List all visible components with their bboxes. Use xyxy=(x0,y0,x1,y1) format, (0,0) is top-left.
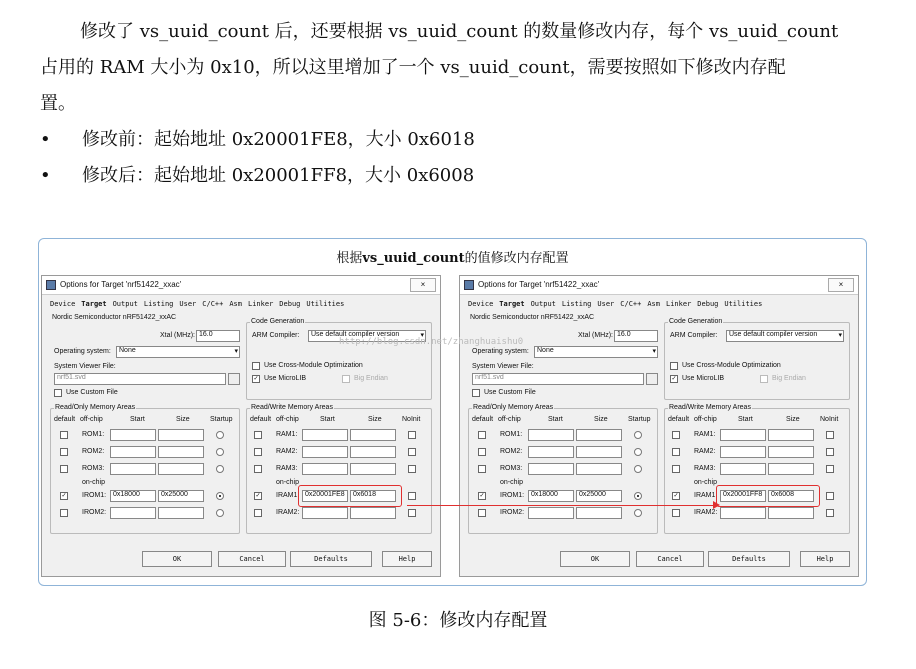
close-button[interactable]: × xyxy=(410,278,436,292)
app-icon xyxy=(464,280,474,290)
iram-label: IRAM1: xyxy=(694,492,718,499)
ram-default-checkbox[interactable] xyxy=(254,431,262,439)
rom-default-checkbox[interactable] xyxy=(478,448,486,456)
readonly-memory-title: Read/Only Memory Areas xyxy=(473,404,554,411)
chevron-down-icon: ▾ xyxy=(420,332,424,339)
iram-noinit-checkbox[interactable] xyxy=(408,509,416,517)
col-size: Size xyxy=(176,416,190,423)
irom-start-input[interactable]: 0x18000 xyxy=(528,490,574,502)
iram1-highlight xyxy=(716,485,820,507)
rom-size-input[interactable] xyxy=(158,429,204,441)
svf-input[interactable]: nrf51.svd xyxy=(472,373,644,385)
irom-startup-radio[interactable] xyxy=(216,509,224,517)
ram-label: RAM3: xyxy=(276,465,298,472)
rom-start-input[interactable] xyxy=(528,446,574,458)
svf-label: System Viewer File: xyxy=(54,363,116,370)
col-start: Start xyxy=(320,416,335,423)
rom-label: ROM1: xyxy=(500,431,523,438)
iram-start-input[interactable] xyxy=(302,507,348,519)
iram-label: IRAM2: xyxy=(694,509,718,516)
microlib-checkbox[interactable]: ✓ xyxy=(671,376,677,382)
microlib-label: Use MicroLIB xyxy=(264,375,307,382)
tab-device[interactable]: Device xyxy=(468,300,494,308)
tab-device[interactable]: Device xyxy=(50,300,76,308)
ram-size-input[interactable] xyxy=(768,463,814,475)
col-default: default xyxy=(668,416,690,423)
ok-button[interactable]: OK xyxy=(560,551,630,567)
ram-default-checkbox[interactable] xyxy=(672,465,680,473)
col-noinit: NoInit xyxy=(820,416,839,423)
ram-noinit-checkbox[interactable] xyxy=(408,465,416,473)
iram-size-input[interactable]: 0x6008 xyxy=(768,490,814,502)
ram-start-input[interactable] xyxy=(720,429,766,441)
ram-default-checkbox[interactable] xyxy=(254,465,262,473)
iram-start-input[interactable]: 0x20001FE8 xyxy=(302,490,348,502)
col-start: Start xyxy=(738,416,753,423)
custom-file-checkbox[interactable] xyxy=(54,389,62,397)
col-size: Size xyxy=(594,416,608,423)
bullet-after xyxy=(40,158,474,194)
bullet-text: 修改前：起始地址 0x20001FE8，大小 0x6018 xyxy=(82,129,475,150)
rom-start-input[interactable] xyxy=(528,429,574,441)
iram-default-checkbox[interactable] xyxy=(254,509,262,517)
figure-title: 根据vs_uuid_count的值修改内存配置 xyxy=(336,251,569,266)
onchip-label: on-chip xyxy=(500,479,523,486)
col-size: Size xyxy=(368,416,382,423)
onchip-label: on-chip xyxy=(694,479,717,486)
iram-size-input[interactable] xyxy=(350,507,396,519)
ram-label: RAM2: xyxy=(694,448,716,455)
rom-startup-radio[interactable] xyxy=(216,448,224,456)
ram-size-input[interactable] xyxy=(768,446,814,458)
iram-noinit-checkbox[interactable] xyxy=(826,509,834,517)
iram-label: IRAM2: xyxy=(276,509,300,516)
readwrite-memory-title: Read/Write Memory Areas xyxy=(669,404,751,411)
cancel-button[interactable]: Cancel xyxy=(218,551,286,567)
col-start: Start xyxy=(130,416,145,423)
rom-default-checkbox[interactable] xyxy=(478,465,486,473)
tab-listing[interactable]: Listing xyxy=(143,300,174,308)
iram-default-checkbox[interactable] xyxy=(672,509,680,517)
col-start: Start xyxy=(548,416,563,423)
irom-size-input[interactable]: 0x25000 xyxy=(158,490,204,502)
help-button[interactable]: Help xyxy=(382,551,432,567)
svf-label: System Viewer File: xyxy=(472,363,534,370)
microlib-label: Use MicroLIB xyxy=(682,375,725,382)
iram-start-input[interactable] xyxy=(720,507,766,519)
irom-label: IROM1: xyxy=(500,492,525,499)
rom-size-input[interactable] xyxy=(576,463,622,475)
tab-target[interactable]: Target xyxy=(499,300,525,308)
device-name: Nordic Semiconductor nRF51422_xxAC xyxy=(470,314,595,321)
rom-label: ROM1: xyxy=(82,431,105,438)
rom-startup-radio[interactable] xyxy=(634,465,642,473)
os-label: Operating system: xyxy=(54,348,111,355)
irom-label: IROM2: xyxy=(82,509,107,516)
ram-start-input[interactable] xyxy=(720,446,766,458)
irom-default-checkbox[interactable] xyxy=(60,509,68,517)
col-offchip: off-chip xyxy=(694,416,717,423)
custom-file-label: Use Custom File xyxy=(484,389,536,396)
irom-default-checkbox[interactable] xyxy=(478,509,486,517)
microlib-checkbox[interactable]: ✓ xyxy=(253,376,259,382)
rom-startup-radio[interactable] xyxy=(216,465,224,473)
bullet-marker: • xyxy=(40,129,51,150)
ram-size-input[interactable] xyxy=(768,429,814,441)
iram-size-input[interactable] xyxy=(768,507,814,519)
ram-default-checkbox[interactable] xyxy=(672,431,680,439)
ram-start-input[interactable] xyxy=(302,429,348,441)
rom-startup-radio[interactable] xyxy=(634,431,642,439)
ram-default-checkbox[interactable] xyxy=(672,448,680,456)
iram-noinit-checkbox[interactable] xyxy=(408,492,416,500)
paragraph-line-2: 占用的 RAM 大小为 0x10，所以这里增加了一个 vs_uuid_count，需要按照如下修改内存配 xyxy=(40,57,786,78)
big-endian-checkbox[interactable] xyxy=(760,375,768,383)
onchip-label: on-chip xyxy=(82,479,105,486)
rom-default-checkbox[interactable] xyxy=(60,431,68,439)
irom-size-input[interactable]: 0x25000 xyxy=(576,490,622,502)
irom-startup-radio[interactable] xyxy=(634,492,642,500)
irom-default-checkbox[interactable]: ✓ xyxy=(61,493,67,499)
os-label: Operating system: xyxy=(472,348,529,355)
rom-default-checkbox[interactable] xyxy=(60,465,68,473)
cross-module-label: Use Cross-Module Optimization xyxy=(682,362,781,369)
os-select[interactable]: None ▾ xyxy=(116,346,240,358)
tab-debug[interactable]: Debug xyxy=(697,300,719,308)
tab-asm[interactable]: Asm xyxy=(229,300,242,308)
ram-start-input[interactable] xyxy=(302,463,348,475)
bullet-text: 修改后：起始地址 0x20001FF8，大小 0x6008 xyxy=(82,165,475,186)
rom-startup-radio[interactable] xyxy=(634,448,642,456)
compiler-select[interactable]: Use default compiler version ▾ xyxy=(726,330,844,342)
tab-user[interactable]: User xyxy=(179,300,197,308)
ram-size-input[interactable] xyxy=(350,463,396,475)
col-default: default xyxy=(54,416,76,423)
rom-label: ROM2: xyxy=(82,448,105,455)
col-startup: Startup xyxy=(628,416,651,423)
ram-default-checkbox[interactable] xyxy=(254,448,262,456)
xtal-input[interactable]: 16.0 xyxy=(614,330,658,342)
ram-start-input[interactable] xyxy=(302,446,348,458)
col-offchip: off-chip xyxy=(498,416,521,423)
browse-button[interactable] xyxy=(228,373,240,385)
cancel-button[interactable]: Cancel xyxy=(636,551,704,567)
compiler-label: ARM Compiler: xyxy=(670,332,718,339)
tab-cc[interactable]: C/C++ xyxy=(620,300,642,308)
irom-startup-radio[interactable] xyxy=(634,509,642,517)
rom-start-input[interactable] xyxy=(528,463,574,475)
iram-noinit-checkbox[interactable] xyxy=(826,492,834,500)
help-button[interactable]: Help xyxy=(800,551,850,567)
onchip-label: on-chip xyxy=(276,479,299,486)
rom-start-input[interactable] xyxy=(110,463,156,475)
paragraph-line-1: 修改了 vs_uuid_count 后，还要根据 vs_uuid_count 的数量修改内存，每个 vs_uuid_count xyxy=(80,21,839,42)
dialog-titlebar xyxy=(460,276,858,295)
options-dialog xyxy=(459,275,859,577)
custom-file-label: Use Custom File xyxy=(66,389,118,396)
app-icon xyxy=(46,280,56,290)
readwrite-memory-title: Read/Write Memory Areas xyxy=(251,404,333,411)
xtal-label: Xtal (MHz): xyxy=(578,332,613,339)
dialog-title: Options for Target 'nrf51422_xxac' xyxy=(60,280,182,289)
irom-label: IROM2: xyxy=(500,509,525,516)
rom-label: ROM2: xyxy=(500,448,523,455)
rom-start-input[interactable] xyxy=(110,429,156,441)
col-default: default xyxy=(472,416,494,423)
defaults-button[interactable]: Defaults xyxy=(708,551,790,567)
tab-output[interactable]: Output xyxy=(530,300,556,308)
chevron-down-icon: ▾ xyxy=(838,332,842,339)
ram-start-input[interactable] xyxy=(720,463,766,475)
col-offchip: off-chip xyxy=(80,416,103,423)
intro-paragraph xyxy=(40,14,876,122)
big-endian-label: Big Endian xyxy=(772,375,806,382)
irom-size-input[interactable] xyxy=(576,507,622,519)
figure-frame xyxy=(38,238,867,586)
ram-size-input[interactable] xyxy=(350,446,396,458)
tab-output[interactable]: Output xyxy=(112,300,138,308)
tab-utilities[interactable]: Utilities xyxy=(306,300,345,308)
ram-label: RAM2: xyxy=(276,448,298,455)
col-startup: Startup xyxy=(210,416,233,423)
rom-size-input[interactable] xyxy=(158,446,204,458)
tab-bar xyxy=(50,300,350,308)
irom-label: IROM1: xyxy=(82,492,107,499)
svf-input[interactable]: nrf51.svd xyxy=(54,373,226,385)
irom-default-checkbox[interactable]: ✓ xyxy=(479,493,485,499)
rom-label: ROM3: xyxy=(500,465,523,472)
paragraph-line-3: 置。 xyxy=(40,93,76,114)
iram-start-input[interactable]: 0x20001FF8 xyxy=(720,490,766,502)
ram-noinit-checkbox[interactable] xyxy=(826,465,834,473)
red-arrow-head xyxy=(713,501,720,509)
cross-module-label: Use Cross-Module Optimization xyxy=(264,362,363,369)
col-default: default xyxy=(250,416,272,423)
ram-noinit-checkbox[interactable] xyxy=(408,431,416,439)
code-generation-title: Code Generation xyxy=(669,318,723,325)
cross-module-checkbox[interactable] xyxy=(670,362,678,370)
tab-linker[interactable]: Linker xyxy=(248,300,274,308)
iram1-highlight xyxy=(298,485,402,507)
tab-bar xyxy=(468,300,768,308)
device-name: Nordic Semiconductor nRF51422_xxAC xyxy=(52,314,177,321)
xtal-input[interactable]: 16.0 xyxy=(196,330,240,342)
ram-label: RAM1: xyxy=(694,431,716,438)
tab-listing[interactable]: Listing xyxy=(561,300,592,308)
red-arrow-line xyxy=(407,505,713,506)
rom-label: ROM3: xyxy=(82,465,105,472)
tab-debug[interactable]: Debug xyxy=(279,300,301,308)
ram-size-input[interactable] xyxy=(350,429,396,441)
ram-noinit-checkbox[interactable] xyxy=(826,448,834,456)
col-offchip: off-chip xyxy=(276,416,299,423)
irom-startup-radio[interactable] xyxy=(216,492,224,500)
xtal-label: Xtal (MHz): xyxy=(160,332,195,339)
os-select[interactable]: None ▾ xyxy=(534,346,658,358)
tab-utilities[interactable]: Utilities xyxy=(724,300,763,308)
compiler-select[interactable]: Use default compiler version ▾ xyxy=(308,330,426,342)
big-endian-checkbox[interactable] xyxy=(342,375,350,383)
iram-default-checkbox[interactable]: ✓ xyxy=(255,493,261,499)
chevron-down-icon: ▾ xyxy=(234,348,238,355)
compiler-label: ARM Compiler: xyxy=(252,332,300,339)
dialog-title: Options for Target 'nrf51422_xxac' xyxy=(478,280,600,289)
rom-size-input[interactable] xyxy=(576,446,622,458)
bullet-marker: • xyxy=(40,165,51,186)
tab-cc[interactable]: C/C++ xyxy=(202,300,224,308)
iram-default-checkbox[interactable]: ✓ xyxy=(673,493,679,499)
bullet-before xyxy=(40,122,475,158)
tab-user[interactable]: User xyxy=(597,300,615,308)
options-dialog xyxy=(41,275,441,577)
col-size: Size xyxy=(786,416,800,423)
ram-noinit-checkbox[interactable] xyxy=(826,431,834,439)
rom-size-input[interactable] xyxy=(158,463,204,475)
rom-size-input[interactable] xyxy=(576,429,622,441)
tab-asm[interactable]: Asm xyxy=(647,300,660,308)
iram-size-input[interactable]: 0x6018 xyxy=(350,490,396,502)
code-generation-title: Code Generation xyxy=(251,318,305,325)
rom-start-input[interactable] xyxy=(110,446,156,458)
ram-label: RAM3: xyxy=(694,465,716,472)
rom-startup-radio[interactable] xyxy=(216,431,224,439)
big-endian-label: Big Endian xyxy=(354,375,388,382)
irom-start-input[interactable] xyxy=(110,507,156,519)
cross-module-checkbox[interactable] xyxy=(252,362,260,370)
watermark: http://blog.csdn.net/zhanghuaishu0 xyxy=(339,337,524,347)
custom-file-checkbox[interactable] xyxy=(472,389,480,397)
ram-noinit-checkbox[interactable] xyxy=(408,448,416,456)
readonly-memory-title: Read/Only Memory Areas xyxy=(55,404,136,411)
ok-button[interactable]: OK xyxy=(142,551,212,567)
defaults-button[interactable]: Defaults xyxy=(290,551,372,567)
irom-size-input[interactable] xyxy=(158,507,204,519)
figure-caption: 图 5-6：修改内存配置 xyxy=(368,610,548,631)
tab-target[interactable]: Target xyxy=(81,300,107,308)
rom-default-checkbox[interactable] xyxy=(478,431,486,439)
iram-label: IRAM1: xyxy=(276,492,300,499)
tab-linker[interactable]: Linker xyxy=(666,300,692,308)
browse-button[interactable] xyxy=(646,373,658,385)
rom-default-checkbox[interactable] xyxy=(60,448,68,456)
irom-start-input[interactable]: 0x18000 xyxy=(110,490,156,502)
close-button[interactable]: × xyxy=(828,278,854,292)
chevron-down-icon: ▾ xyxy=(652,348,656,355)
col-noinit: NoInit xyxy=(402,416,421,423)
irom-start-input[interactable] xyxy=(528,507,574,519)
dialog-titlebar xyxy=(42,276,440,295)
ram-label: RAM1: xyxy=(276,431,298,438)
